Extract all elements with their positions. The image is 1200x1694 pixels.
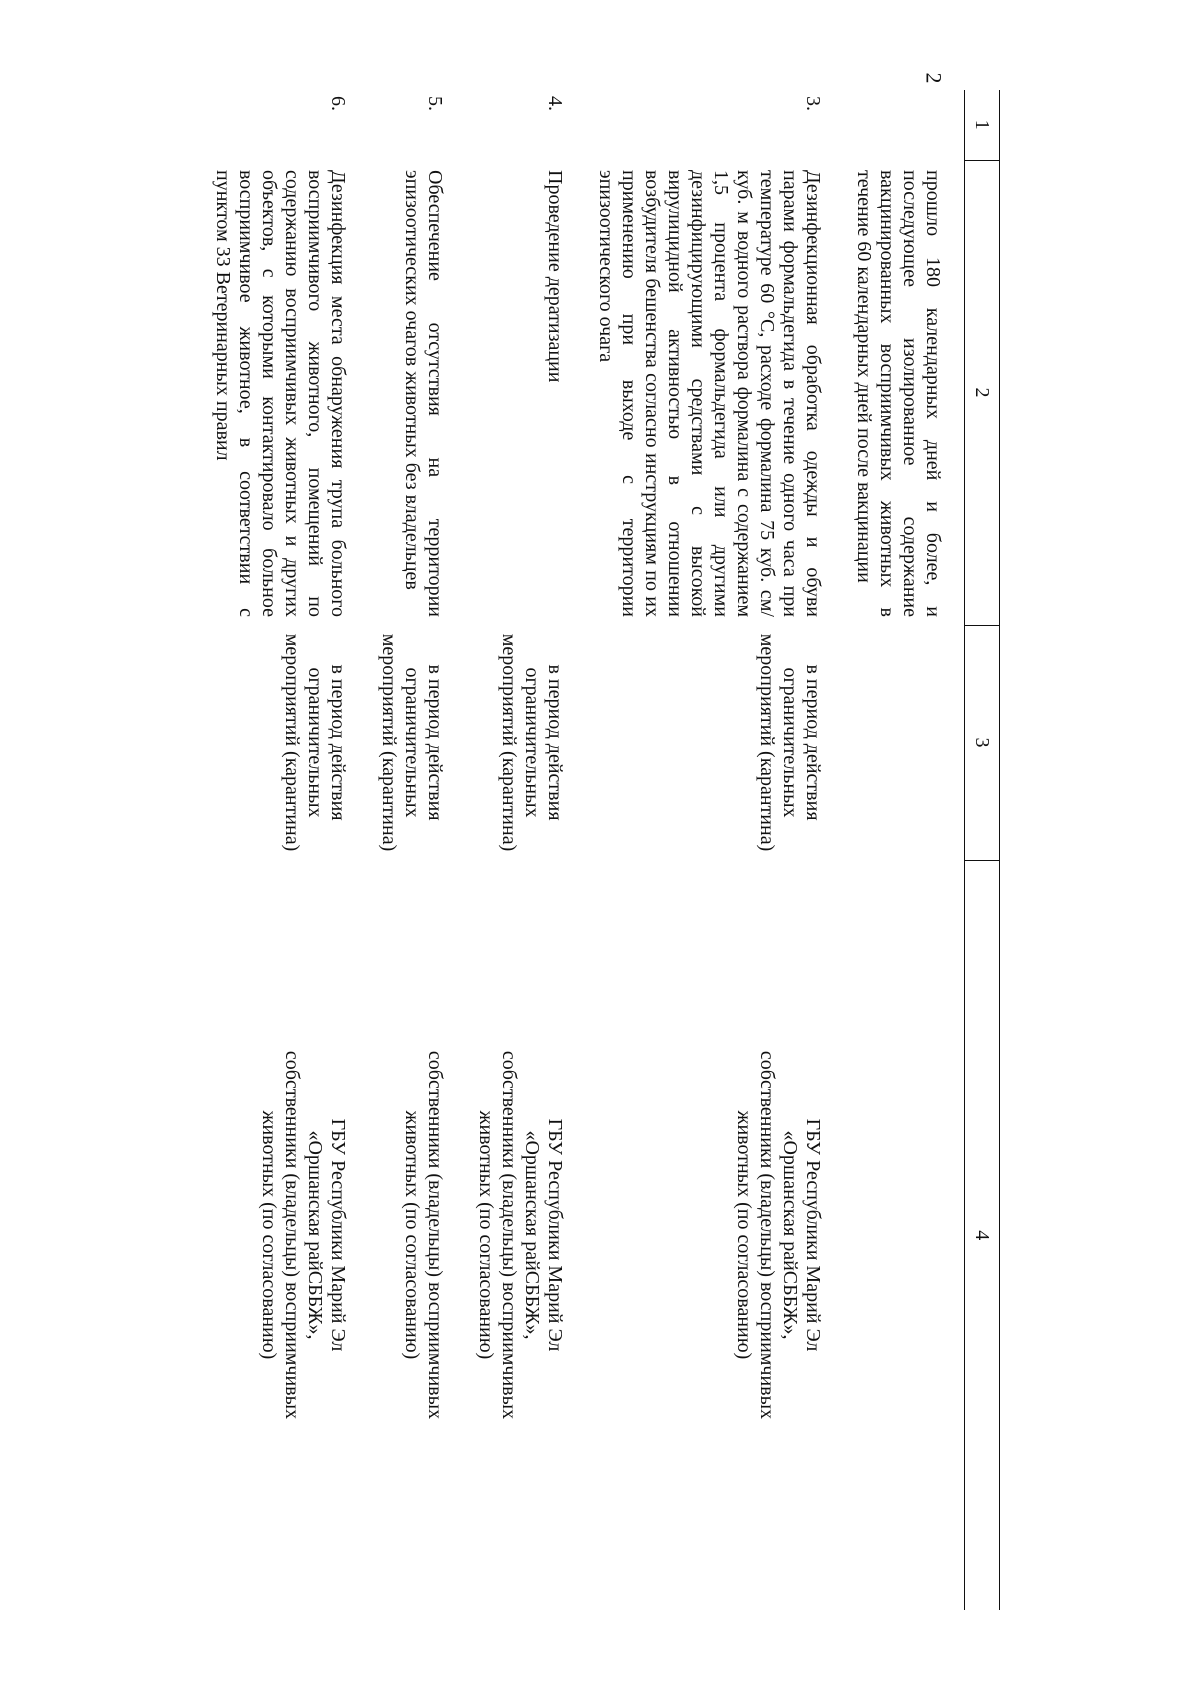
row-responsible: ГБУ Республики Марий Эл «Оршанская райСББЖ», собственники (владельцы) восприимчивых животных (по согласованию) xyxy=(475,1050,566,1420)
table-row xyxy=(572,90,830,1610)
row-description: Дезинфекция места обнаружения трупа больного восприимчивого животного, помещений по содержанию восприимчивых животных и других объектов, с которыми контактировало больное восприимчивое животное, в соответствии с пунктом 33 Ветеринарных правил xyxy=(212,170,349,617)
table-row-continuation xyxy=(830,90,950,1610)
row-number: 5. xyxy=(424,96,446,111)
row-responsible: собственники (владельцы) восприимчивых животных (по согласованию) xyxy=(401,1050,446,1420)
row-period: в период действия ограничительных мероприятий (карантина) xyxy=(378,633,446,852)
row-number: 3. xyxy=(802,96,824,111)
measures-table xyxy=(189,90,1000,1610)
header-col-3: 3 xyxy=(965,625,1000,860)
row-number: 6. xyxy=(327,96,349,111)
row-period: в период действия ограничительных мероприятий (карантина) xyxy=(756,633,824,852)
page-number: 2 xyxy=(921,72,947,84)
rotated-page-content xyxy=(212,90,1000,1610)
row-period: в период действия ограничительных мероприятий (карантина) xyxy=(281,633,349,852)
header-col-2: 2 xyxy=(965,160,1000,625)
header-col-1: 1 xyxy=(965,90,1000,160)
table-row xyxy=(452,90,572,1610)
row-description: Обеспечение отсутствия на территории эпизоотических очагов животных без владельцев xyxy=(401,170,446,617)
row-period: в период действия ограничительных мероприятий (карантина) xyxy=(498,633,566,852)
row-responsible: ГБУ Республики Марий Эл «Оршанская райСББЖ», собственники (владельцы) восприимчивых животных (по согласованию) xyxy=(258,1050,349,1420)
table-header-row xyxy=(965,90,1000,1610)
row-number: 4. xyxy=(544,96,566,111)
row-description: Дезинфекционная обработка одежды и обуви парами формальдегида в течение одного часа при температуре 60 °С, расходе формалина 75 куб. см/куб. м водного раствора формалина с содержанием 1,5 процента формальдегида или другими дезинфицирующими средствами с высокой вирулицидной активностью в отношении возбудителя бешенства согласно инструкциям по их применению при выходе с территории эпизоотического очага xyxy=(595,170,824,617)
table-row xyxy=(189,90,355,1610)
header-col-4: 4 xyxy=(965,860,1000,1610)
row-description: прошло 180 календарных дней и более, и последующее изолированное содержание вакцинированных восприимчивых животных в течение 60 календарных дней после вакцинации xyxy=(853,170,944,617)
table-row xyxy=(355,90,452,1610)
row-description: Проведение дератизации xyxy=(544,170,566,383)
row-responsible: ГБУ Республики Марий Эл «Оршанская райСББЖ», собственники (владельцы) восприимчивых животных (по согласованию) xyxy=(733,1050,824,1420)
